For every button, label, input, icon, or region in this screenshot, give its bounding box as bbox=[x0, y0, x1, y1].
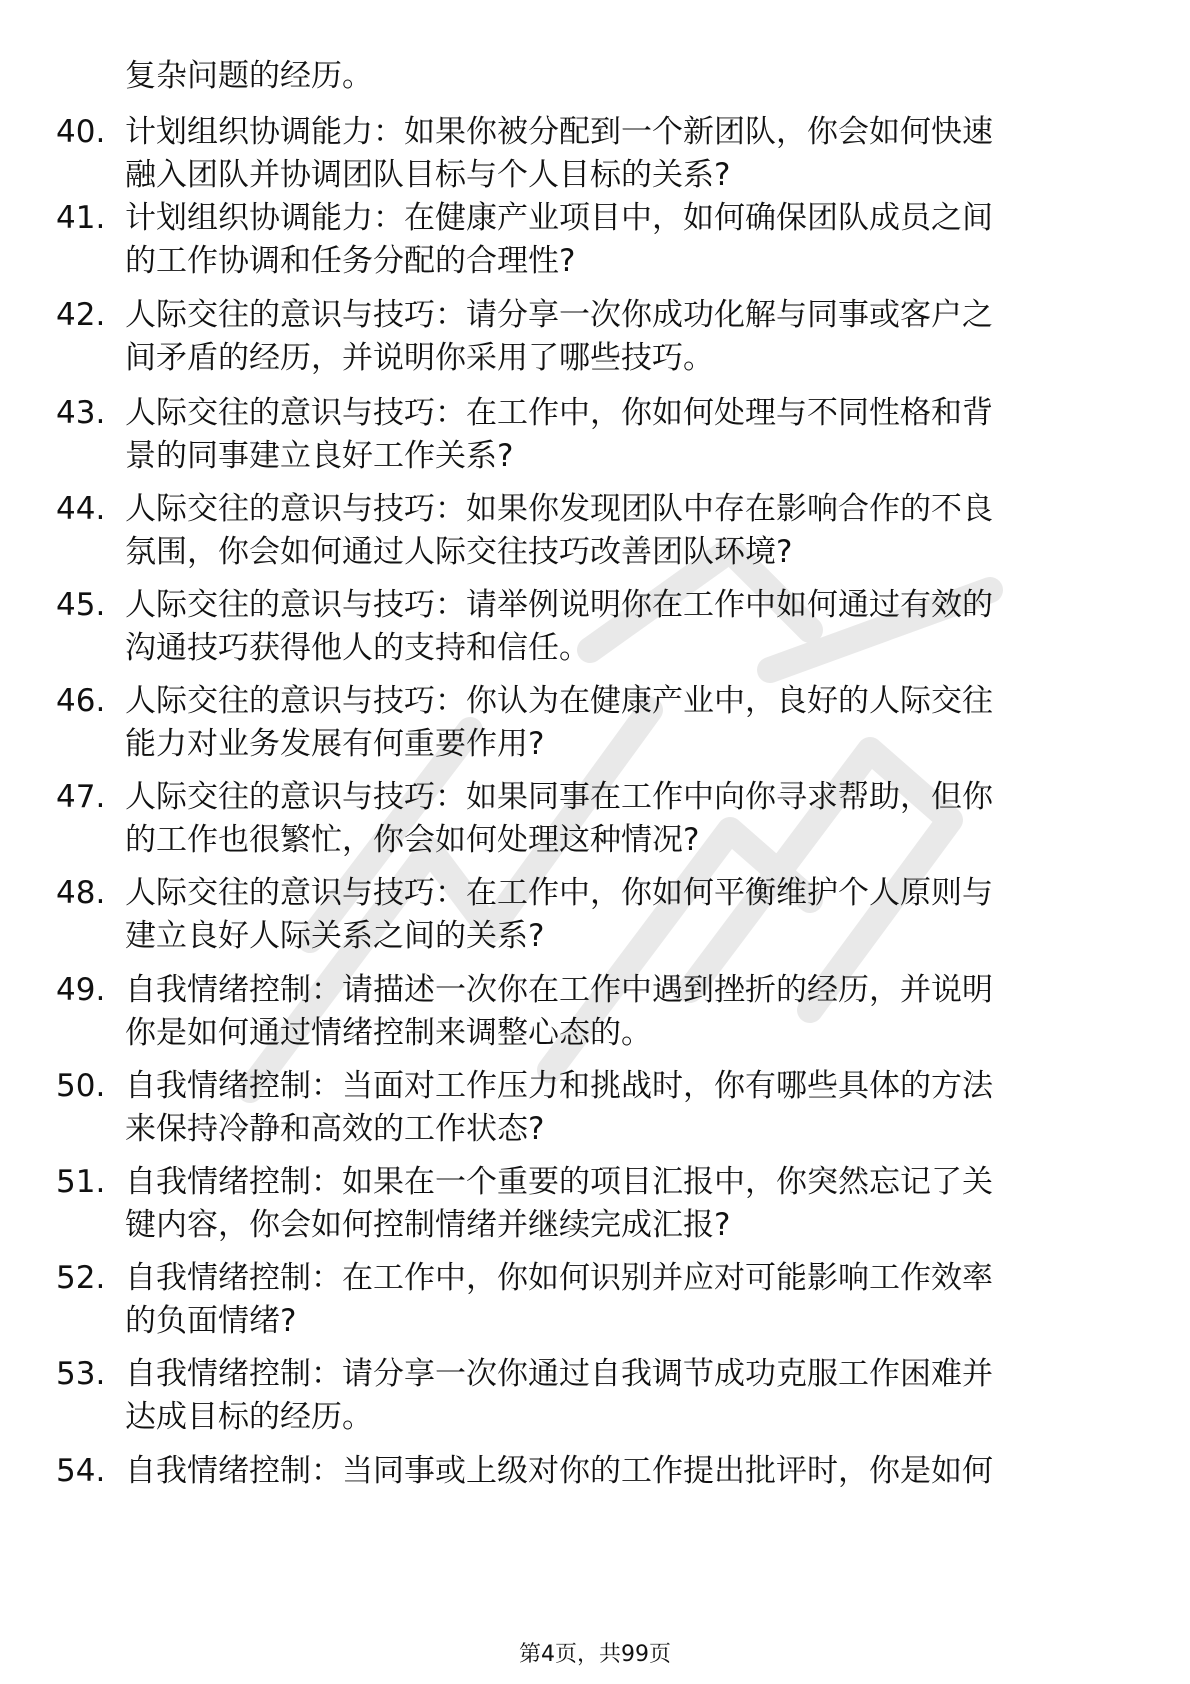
item-number: 43. bbox=[56, 395, 106, 431]
item-number: 44. bbox=[56, 491, 106, 527]
item-text-line-2: 能力对业务发展有何重要作用? bbox=[125, 726, 545, 762]
item-text-line-1: 人际交往的意识与技巧：如果同事在工作中向你寻求帮助，但你 bbox=[125, 779, 993, 815]
item-text-line-1: 人际交往的意识与技巧：在工作中，你如何平衡维护个人原则与 bbox=[125, 875, 993, 911]
item-number: 45. bbox=[56, 587, 106, 623]
item-number: 52. bbox=[56, 1260, 106, 1296]
item-text-line-1: 自我情绪控制：当同事或上级对你的工作提出批评时，你是如何 bbox=[125, 1453, 993, 1489]
item-number: 51. bbox=[56, 1164, 106, 1200]
item-number: 40. bbox=[56, 114, 106, 150]
page-footer: 第4页，共99页 bbox=[519, 1642, 671, 1667]
item-text-line-2: 你是如何通过情绪控制来调整心态的。 bbox=[125, 1015, 652, 1051]
item-text-line-2: 氛围，你会如何通过人际交往技巧改善团队环境? bbox=[125, 534, 793, 570]
item-text-line-2: 融入团队并协调团队目标与个人目标的关系? bbox=[125, 157, 731, 193]
item-text-line-2: 键内容，你会如何控制情绪并继续完成汇报? bbox=[125, 1207, 731, 1243]
item-text-line-2: 的工作也很繁忙，你会如何处理这种情况? bbox=[125, 822, 700, 858]
item-number: 41. bbox=[56, 200, 106, 236]
item-number: 46. bbox=[56, 683, 106, 719]
item-text-line-1: 自我情绪控制：请描述一次你在工作中遇到挫折的经历，并说明 bbox=[125, 972, 993, 1008]
item-number: 47. bbox=[56, 779, 106, 815]
item-number: 54. bbox=[56, 1453, 106, 1489]
item-text-line-1: 人际交往的意识与技巧：你认为在健康产业中，良好的人际交往 bbox=[125, 683, 993, 719]
item-text-line-1: 人际交往的意识与技巧：请举例说明你在工作中如何通过有效的 bbox=[125, 587, 993, 623]
item-text-line-2: 的负面情绪? bbox=[125, 1303, 297, 1339]
item-text-line-1: 自我情绪控制：如果在一个重要的项目汇报中，你突然忘记了关 bbox=[125, 1164, 993, 1200]
item-number: 49. bbox=[56, 972, 106, 1008]
item-number: 48. bbox=[56, 875, 106, 911]
item-text-line-2: 达成目标的经历。 bbox=[125, 1399, 373, 1435]
item-text-line-1: 计划组织协调能力：在健康产业项目中，如何确保团队成员之间 bbox=[125, 200, 993, 236]
item-text-line-2: 间矛盾的经历，并说明你采用了哪些技巧。 bbox=[125, 340, 714, 376]
item-text-line-1: 自我情绪控制：当面对工作压力和挑战时，你有哪些具体的方法 bbox=[125, 1068, 993, 1104]
item-number: 50. bbox=[56, 1068, 106, 1104]
item-text-line-2: 景的同事建立良好工作关系? bbox=[125, 438, 514, 474]
item-text-line-2: 的工作协调和任务分配的合理性? bbox=[125, 243, 576, 279]
item-text-line-1: 自我情绪控制：请分享一次你通过自我调节成功克服工作困难并 bbox=[125, 1356, 993, 1392]
item-number: 53. bbox=[56, 1356, 106, 1392]
item-text-line-2: 沟通技巧获得他人的支持和信任。 bbox=[125, 630, 590, 666]
item-text-line-1: 人际交往的意识与技巧：在工作中，你如何处理与不同性格和背 bbox=[125, 395, 993, 431]
item-text-line-2: 建立良好人际关系之间的关系? bbox=[125, 918, 545, 954]
item-text-line-1: 人际交往的意识与技巧：如果你发现团队中存在影响合作的不良 bbox=[125, 491, 993, 527]
item-text-line-1: 计划组织协调能力：如果你被分配到一个新团队，你会如何快速 bbox=[125, 114, 993, 150]
item-text-line-2: 来保持冷静和高效的工作状态? bbox=[125, 1111, 545, 1147]
item-text-line-1: 人际交往的意识与技巧：请分享一次你成功化解与同事或客户之 bbox=[125, 297, 993, 333]
item-number: 42. bbox=[56, 297, 106, 333]
item-text-line-1: 自我情绪控制：在工作中，你如何识别并应对可能影响工作效率 bbox=[125, 1260, 993, 1296]
continuation-line: 复杂问题的经历。 bbox=[125, 58, 373, 94]
